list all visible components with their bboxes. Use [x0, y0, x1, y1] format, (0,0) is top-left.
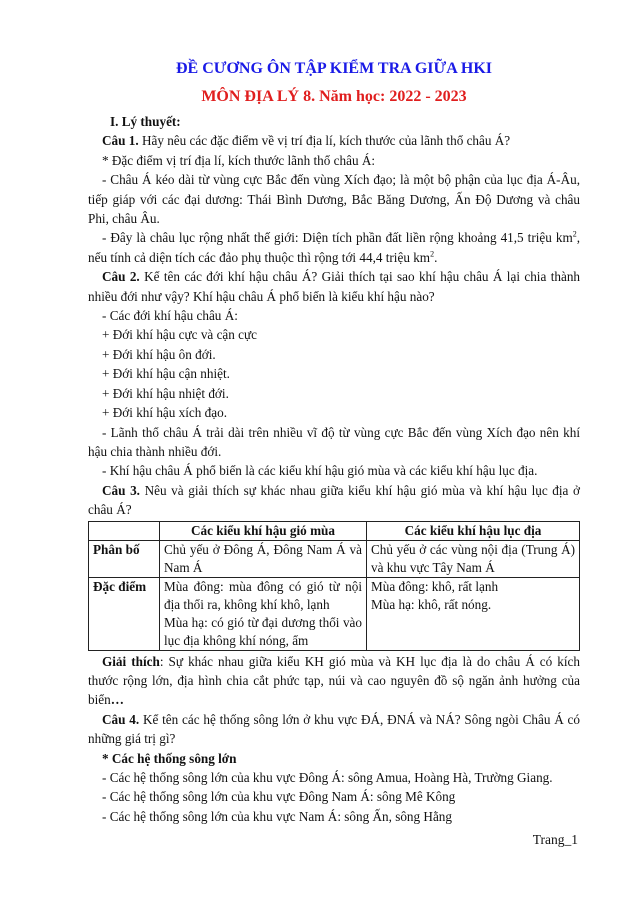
table-header-continental: Các kiểu khí hậu lục địa [367, 521, 580, 540]
list-item: + Đới khí hậu cận nhiệt. [102, 366, 230, 382]
question-2-text: Kể tên các đới khí hậu châu Á? Giải thích tại sao khí hậu châu Á lại chia thành nhiều đới như vậy? Khí hậu châu Á phổ biến là kiểu khí hậu nào? [88, 269, 581, 304]
question-4-text: Kể tên các hệ thống sông lớn ở khu vực ĐÁ, ĐNÁ và NÁ? Sông ngòi Châu Á có những giá trị gì? [88, 711, 580, 747]
table-row [89, 540, 580, 577]
document-subtitle: MÔN ĐỊA LÝ 8. Năm học: 2022 - 2023 [201, 88, 467, 105]
question-4-label: Câu 4. [102, 711, 140, 727]
list-item: - Khí hậu châu Á phổ biến là các kiểu khí hậu gió mùa và các kiểu khí hậu lục địa. [102, 463, 538, 479]
table-row [89, 521, 580, 540]
table-row-head-features: Đặc điểm [89, 577, 160, 650]
section-heading: I. Lý thuyết: [110, 114, 181, 129]
table-cell: Mùa đông: khô, rất lạnh Mùa hạ: khô, rất nóng. [367, 577, 580, 650]
list-item: + Đới khí hậu nhiệt đới. [102, 385, 229, 401]
list-item: + Đới khí hậu cực và cận cực [102, 327, 258, 343]
question-3-explanation: Giải thích: Sự khác nhau giữa kiểu KH gió mùa và KH lục địa là do châu Á có kích thước rộng lớn, địa hình chia cắt phức tạp, núi và cao nguyên đồ sộ ngăn ảnh hưởng của biển… [88, 653, 580, 708]
document-page [88, 58, 580, 826]
question-3-text: Nêu và giải thích sự khác nhau giữa kiểu khí hậu gió mùa và khí hậu lục địa ở châu Á? [88, 482, 580, 518]
question-1-label: Câu 1. [102, 133, 139, 149]
table-cell: Mùa đông: mùa đông có gió từ nội địa thổi ra, không khí khô, lạnh Mùa hạ: có gió từ đại dương thổi vào lục địa không khí nóng, ẩm [160, 577, 367, 650]
list-item: - Lãnh thổ châu Á trải dài trên nhiều vĩ độ từ vùng cực Bắc đến vùng Xích đạo nên khí hậu chia thành nhiều đới. [88, 424, 580, 459]
question-1-text: Hãy nêu các đặc điểm về vị trí địa lí, kích thước của lãnh thổ châu Á? [138, 133, 511, 149]
climate-comparison-table [88, 521, 580, 651]
question-4-heading: * Các hệ thống sông lớn [102, 750, 237, 766]
list-item: - Các hệ thống sông lớn của khu vực Đông Á: sông Amua, Hoàng Hà, Trường Giang. [102, 769, 553, 785]
table-cell: Chủ yếu ở các vùng nội địa (Trung Á) và khu vực Tây Nam Á [367, 540, 580, 577]
question-3-label: Câu 3. [102, 482, 140, 498]
question-3 [88, 481, 580, 520]
list-item: - Các hệ thống sông lớn của khu vực Đông Nam Á: sông Mê Kông [102, 789, 456, 805]
document-title: ĐỀ CƯƠNG ÔN TẬP KIỂM TRA GIỮA HKI [175, 60, 493, 77]
question-1 [88, 131, 580, 150]
page-number: Trang_1 [532, 832, 578, 847]
list-item: + Đới khí hậu xích đạo. [102, 405, 228, 421]
question-2 [88, 267, 580, 306]
list-item: + Đới khí hậu ôn đới. [102, 346, 216, 362]
question-1-heading: * Đặc điểm vị trí địa lí, kích thước lãnh thổ châu Á: [102, 152, 376, 168]
question-2-label: Câu 2. [102, 269, 140, 285]
question-1-answer-1: - Châu Á kéo dài từ vùng cực Bắc đến vùng Xích đạo; là một bộ phận của lục địa Á-Âu, tiếp giáp với các đại dương: Thái Bình Dương, Bắc Băng Dương, Ấn Độ Dương và châu Phi, châu Âu. [88, 172, 580, 227]
question-4 [88, 710, 580, 749]
table-cell: Chủ yếu ở Đông Á, Đông Nam Á và Nam Á [160, 540, 367, 577]
table-corner-cell [89, 521, 160, 540]
table-row-head-distribution: Phân bố [89, 540, 160, 577]
table-row [89, 577, 580, 650]
question-1-answer-2: - Đây là châu lục rộng nhất thế giới: Diện tích phần đất liền rộng khoảng 41,5 triệu $km^2$, nếu tính cả diện tích các đảo phụ thuộc thì rộng tới 44,4 triệu $km^2$. [88, 230, 580, 265]
list-item: - Các đới khí hậu châu Á: [102, 308, 238, 324]
list-item: - Các hệ thống sông lớn của khu vực Nam Á: sông Ấn, sông Hằng [102, 808, 452, 824]
table-header-monsoon: Các kiểu khí hậu gió mùa [160, 521, 367, 540]
